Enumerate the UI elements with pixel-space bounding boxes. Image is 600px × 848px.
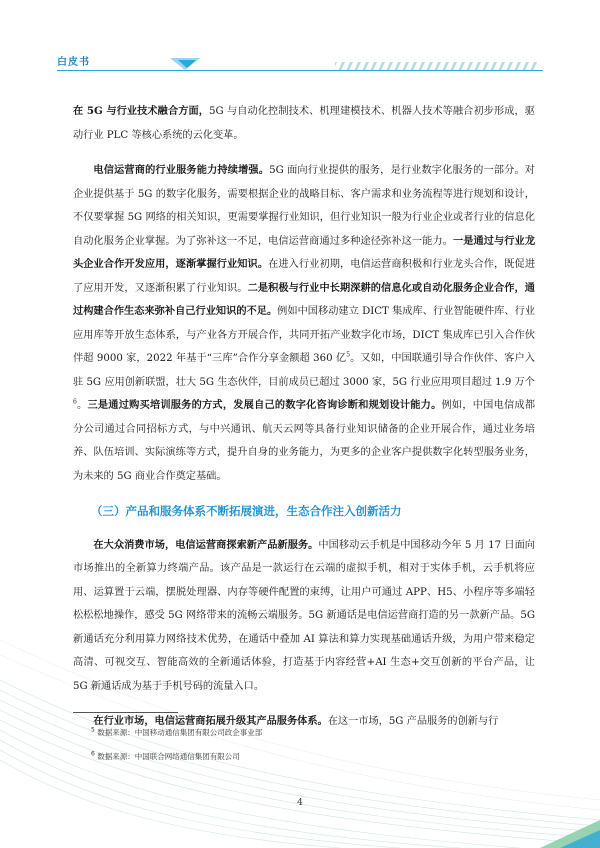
footnote-text: 数据来源：中国联合网络通信集团有限公司 (97, 752, 240, 761)
paragraph (73, 100, 535, 147)
emphasis-text: 在行业市场，电信运营商拓展升级其产品服务体系。 (93, 715, 328, 727)
footnote-text: 数据来源：中国移动通信集团有限公司政企事业部 (97, 728, 263, 737)
paragraph (73, 159, 535, 488)
emphasis-text: 三是通过购买培训服务的方式，发展自己的数字化咨询诊断和规划设计能力。 (87, 399, 442, 411)
body-text (73, 100, 535, 746)
body-segment: 在这一市场，5G 产品服务的创新与行 (327, 716, 499, 727)
header-stripes (335, 60, 545, 72)
footnote-ref: 5 (346, 351, 351, 359)
footnote-ref: 6 (73, 398, 77, 406)
section-title: （三）产品和服务体系不断拓展演进，生态合作注入创新活力 (91, 504, 402, 518)
body-segment: 例如，中国电信成都分公司通过合同招标方式，与中兴通讯、航天云网等具备行业知识储备的企业开展合作，通过业务培养、队伍培训、实际演练等方式，提升自身的业务能力，为更多的企业客户提供数字化转型服务业务，为未来的 5G 商业合作奠定基础。 (73, 400, 536, 482)
body-segment: 5G 面向行业提供的服务，是行业数字化服务的一部分。对企业提供基于 5G 的数字化服务，需要根据企业的战略目标、客户需求和业务流程等进行规划和设计，不仅要掌握 5G 网络的相关知识，更需要掌握行业知识，但行业知识一般为行业企业或者行业的信息化自动化服务企业掌握。为了弥补这一不足，电信运营商通过多种途径弥补这一能力。 (73, 165, 535, 247)
footnote-number: 6 (91, 750, 95, 758)
emphasis-text: 二是积极与行业中长期深耕的信息化或自动化服务企业合作，通过构建合作生态来弥补自己行业知识的不足。 (73, 281, 535, 317)
body-segment: 例如中国移动建立 DICT 集成库、行业智能硬件库、行业应用库等开放生态体系，与产业各方开展合作，共同开拓产业数字化市场，DICT 集成库已引入合作伙伴超 9000 家，2022 年基于“三库”合作分享金额超 360 亿 (73, 306, 535, 364)
footnote (91, 727, 262, 738)
header-label: 白皮书 (57, 57, 90, 68)
footnote (91, 751, 240, 762)
body-segment: 中国移动云手机是中国移动今年 5 月 17 日面向市场推出的全新算力终端产品。该产品是一款运行在云端的虚拟手机，相对于实体手机，云手机将应用、运算置于云端，摆脱处理器、内存等硬件配置的束缚，让用户可通过 APP、H5、小程序等多端轻松松松地操作，感受 5G 网络带来的流畅云端服务。5G 新通话是电信运营商打造的另一款新产品。5G 新通话充分利用算力网络技术优势，在通话中叠加 AI 算法和算力实现基础通话升级，为用户带来稳定高清、可视交互、智能高效的全新通话体验，打造基于内容经营+AI 生态+交互创新的平台产品，让 5G 新通话成为基于手机号码的流量入口。 (73, 539, 535, 692)
emphasis-text: 在 5G 与行业技术融合方面， (73, 105, 210, 117)
page-number: 4 (297, 798, 303, 808)
corner-triangle (540, 820, 600, 848)
body-segment: 5G 与自动化控制技术、机理建模技术、机器人技术等融合初步形成，驱动行业 PLC 等核心系统的云化变革。 (73, 106, 535, 141)
emphasis-text: 电信运营商的行业服务能力持续增强。 (93, 164, 270, 176)
body-segment: 。又如，中国联通引导合作伙伴、客户入驻 5G 应用创新联盟，壮大 5G 生态伙伴，目前成员已超过 3000 家，5G 行业应用项目超过 1.9 万个 (73, 353, 536, 388)
body-segment: 在进入行业初期，电信运营商积极和行业龙头合作，既促进了应用开发，又逐渐积累了行业知识。 (73, 259, 536, 294)
body-segment: 。 (76, 400, 88, 411)
paragraph (73, 534, 535, 699)
emphasis-text: 一是通过与行业龙头企业合作开发应用，逐渐掌握行业知识。 (73, 234, 536, 270)
emphasis-text: 在大众消费市场，电信运营商探索新产品新服务。 (93, 538, 319, 551)
footnote-rule (73, 712, 178, 713)
footnote-number: 5 (91, 726, 95, 734)
